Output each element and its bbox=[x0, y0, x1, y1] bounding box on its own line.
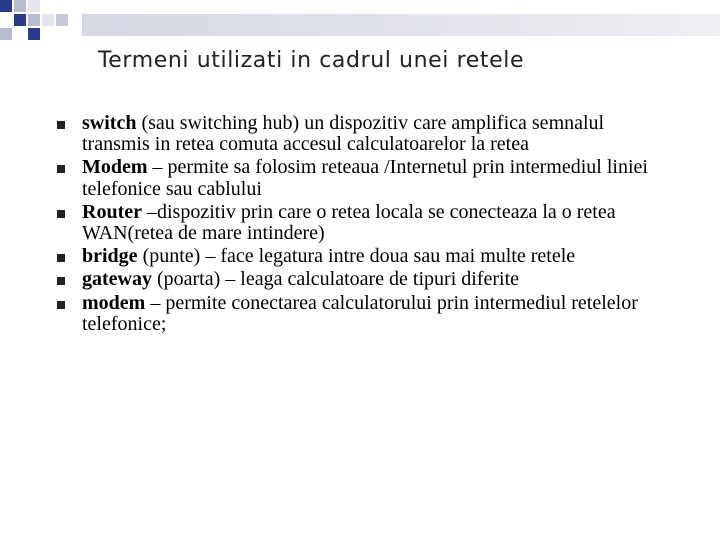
term-name: bridge bbox=[82, 245, 138, 268]
decor-square bbox=[28, 14, 40, 26]
slide-title: Termeni utilizati in cadrul unei retele bbox=[98, 48, 525, 73]
terms-list bbox=[54, 113, 674, 335]
decor-strip bbox=[82, 14, 720, 36]
decor-square bbox=[28, 28, 40, 40]
decor-square bbox=[28, 0, 40, 12]
term-name: Router bbox=[82, 200, 142, 223]
decor-square bbox=[0, 28, 12, 40]
term-description: –dispozitiv prin care o retea locala se conecteaza la o retea WAN(retea de mare intindere) bbox=[82, 200, 616, 244]
list-item bbox=[54, 293, 674, 335]
term-name: gateway bbox=[82, 268, 152, 291]
decor-square bbox=[42, 14, 54, 26]
list-item bbox=[54, 269, 674, 290]
list-item bbox=[54, 246, 674, 267]
header-decoration bbox=[0, 0, 720, 48]
term-description: – permite conectarea calculatorului prin intermediul retelelor telefonice; bbox=[82, 291, 638, 335]
term-description: (sau switching hub) un dispozitiv care amplifica semnalul transmis in retea comuta accesul calculatoarelor la retea bbox=[82, 112, 605, 156]
bullet-square-icon bbox=[57, 121, 65, 129]
list-item bbox=[54, 113, 674, 155]
term-name: modem bbox=[82, 291, 146, 314]
term-description: (poarta) – leaga calculatoare de tipuri diferite bbox=[151, 268, 520, 291]
list-item bbox=[54, 157, 674, 199]
term-description: (punte) – face legatura intre doua sau mai multe retele bbox=[137, 245, 576, 268]
bullet-square-icon bbox=[57, 301, 65, 309]
decor-square bbox=[14, 14, 26, 26]
bullet-square-icon bbox=[57, 210, 65, 218]
decor-square bbox=[14, 0, 26, 12]
term-name: Modem bbox=[82, 156, 148, 179]
decor-square bbox=[0, 0, 12, 12]
bullet-square-icon bbox=[57, 277, 65, 285]
bullet-square-icon bbox=[57, 165, 65, 173]
term-name: switch bbox=[82, 112, 137, 134]
decor-square bbox=[56, 14, 68, 26]
list-item bbox=[54, 202, 674, 244]
bullet-square-icon bbox=[57, 254, 65, 262]
term-description: – permite sa folosim reteaua /Internetul prin intermediul liniei telefonice sau cablului bbox=[82, 156, 648, 200]
